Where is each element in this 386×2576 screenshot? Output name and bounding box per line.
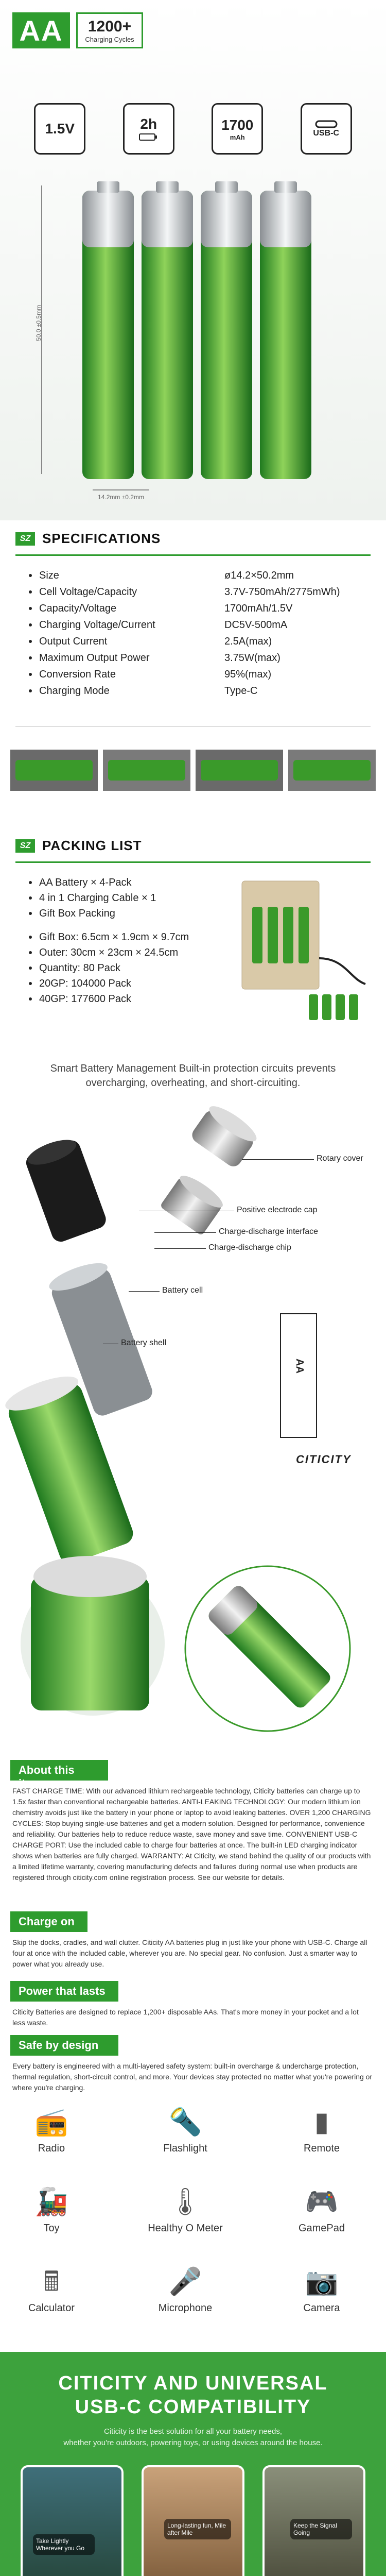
radio-icon: 📻 (34, 2107, 68, 2137)
cycles-number: 1200+ (87, 18, 132, 35)
packing-item: 40GP: 177600 Pack (29, 993, 131, 1005)
device-camera: 📷 Camera (280, 2264, 363, 2314)
aa-badge: AA (12, 12, 70, 48)
callout-cell: Battery cell (162, 1286, 203, 1295)
callout-electrode: Positive electrode cap (237, 1206, 318, 1214)
charge-text: Skip the docks, cradles, and wall clutter. Citicity AA batteries plug in just like your phone with USB-C. Charge all four at once with the included cable, wherever you are. No special gear. No confusion. Just a smarter way to power what you already use. (12, 1938, 367, 1968)
device-calculator: 🖩 Calculator (10, 2264, 93, 2314)
feature-icons (0, 103, 386, 155)
device-gamepad: 🎮 GamePad (280, 2184, 363, 2234)
remote-icon: ▮ (314, 2107, 329, 2137)
spec-row: Maximum Output Power 3.75W(max) (29, 652, 280, 664)
safe-title: Safe by design (10, 2035, 118, 2056)
packing-item: Outer: 30cm × 23cm × 24.5cm (29, 947, 178, 959)
microphone-icon: 🎤 (168, 2267, 202, 2297)
device-microphone: 🎤 Microphone (144, 2264, 226, 2314)
specifications-title: SPECIFICATIONS (42, 531, 161, 546)
device-flashlight: 🔦 Flashlight (144, 2105, 226, 2155)
about-title: About this item (10, 1760, 108, 1781)
charge-time-icon: 2h (123, 103, 174, 155)
power-section (0, 1981, 386, 2035)
devices-section (0, 2099, 386, 2352)
device-thermometer: 🌡 Healthy O Meter (144, 2184, 226, 2234)
voltage-icon: 1.5V (34, 103, 85, 155)
gamepad-icon: 🎮 (305, 2187, 339, 2217)
leader-line (129, 1291, 160, 1292)
flashlight-icon: 🔦 (168, 2107, 202, 2137)
packing-item: Gift Box Packing (29, 908, 115, 920)
charge-title: Charge on (10, 1911, 87, 1932)
spec-row: Capacity/Voltage 1700mAh/1.5V (29, 603, 292, 615)
package-image (232, 876, 376, 1025)
spec-row: Size ø14.2×50.2mm (29, 570, 294, 582)
device-toy: 🚂 Toy (10, 2184, 93, 2234)
spec-row: Cell Voltage/Capacity 3.7V-750mAh/2775mWh) (29, 586, 340, 598)
divider (15, 554, 371, 556)
power-title: Power that lasts (10, 1981, 118, 2002)
packing-item: Quantity: 80 Pack (29, 962, 120, 974)
device-radio: 📻 Radio (10, 2105, 93, 2155)
compat-title-2: USB-C COMPATIBILITY (75, 2396, 311, 2418)
spec-row: Conversion Rate 95%(max) (29, 669, 271, 681)
power-text: Citicity Batteries are designed to replace 1,200+ disposable AAs. That's more money in your pocket and a lot less waste. (12, 2008, 359, 2027)
callout-rotary: Rotary cover (317, 1154, 363, 1163)
callout-shell: Battery shell (121, 1338, 167, 1347)
toy-icon: 🚂 (34, 2187, 68, 2217)
height-dimension: 50.0 ±0.5mm (41, 185, 42, 474)
packing-title: PACKING LIST (42, 838, 142, 853)
compatibility-section (0, 2352, 386, 2576)
compat-subtitle-1: Citicity is the best solution for all your battery needs, (104, 2427, 282, 2436)
card-fun: Long-lasting fun, Mile after Mile (142, 2465, 244, 2576)
device-remote: ▮ Remote (280, 2105, 363, 2155)
battery-row-image (10, 734, 376, 806)
divider (15, 726, 371, 727)
usb-c-icon: USB-C (301, 103, 352, 155)
intro-text: Smart Battery Management Built-in protection circuits prevents overcharging, overheating, and short-circuiting. (50, 1063, 336, 1089)
leader-line (242, 1159, 314, 1160)
hero-section (0, 0, 386, 520)
leader-line (154, 1232, 216, 1233)
charge-section (0, 1911, 386, 1981)
card-home: Keep the Signal Going (262, 2465, 365, 2576)
specifications-section (0, 520, 386, 829)
packing-item: Gift Box: 6.5cm × 1.9cm × 9.7cm (29, 931, 189, 943)
exploded-view-section (0, 1056, 386, 1757)
card-adventures: Take Lightly Wherever you Go (21, 2465, 124, 2576)
thermometer-icon: 🌡 (168, 2187, 202, 2217)
packing-list-section (0, 829, 386, 1056)
width-dimension: 14.2mm ±0.2mm (93, 489, 149, 490)
label-aa: AA (293, 1359, 305, 1374)
spec-row: Charging Voltage/Current DC5V-500mA (29, 619, 287, 631)
about-section (0, 1757, 386, 1911)
packing-item: 20GP: 104000 Pack (29, 978, 131, 990)
calculator-icon: 🖩 (43, 2267, 60, 2297)
callout-chip: Charge-discharge chip (208, 1243, 291, 1252)
about-text: FAST CHARGE TIME: With our advanced lithium rechargeable technology, Citicity batteries can charge up to 1.5x faster than conventional rechargeable batteries. ANTI-LEAKING TECHNOLOGY: Our modern lithium ion chemistry avoids just like the battery in your phone or laptop to avoid leaking batteries. OVER 1,200 CHARGING CYCLES: Stop buying single-use batteries and get a modern solution. Designed for performance, convenience and reliability. Our batteries help to reduce reduce waste, save money and save time. CONVENIENT USB-C CHARGE PORT: Use the included cable to charge four batteries at once. The built-in LED charging indicator shows when batteries are fully charged. WARRANTY: At Citicity, we stand behind the quality of our products with a limited lifetime warranty, covering manufacturing defects and failures during normal use when products are registered through citicity.com online registration process. See our website for details. (12, 1787, 371, 1882)
compat-subtitle-2: whether you're outdoors, powering toys, or using devices around the house. (63, 2438, 323, 2447)
compat-title-1: CITICITY AND UNIVERSAL (58, 2372, 328, 2394)
camera-icon: 📷 (305, 2267, 339, 2297)
specifications-header: SZ SPECIFICATIONS (15, 531, 161, 547)
packing-item: 4 in 1 Charging Cable × 1 (29, 892, 156, 904)
battery-illustration (77, 170, 319, 489)
spec-row: Charging Mode Type-C (29, 685, 257, 697)
safe-section (0, 2035, 386, 2099)
cycles-badge (76, 12, 143, 48)
capacity-icon: 1700 mAh (212, 103, 263, 155)
packing-item: AA Battery × 4-Pack (29, 877, 132, 889)
callout-interface: Charge-discharge interface (219, 1227, 318, 1236)
leader-line (154, 1248, 206, 1249)
divider (15, 861, 371, 863)
cycles-label: Charging Cycles (85, 35, 134, 43)
brand-logo: CITICITY (296, 1453, 352, 1466)
safe-text: Every battery is engineered with a multi-layered safety system: built-in overcharge & undercharge protection, thermal regulation, short-circuit control, and more. Your devices stay protected no matter what you're powering or where you're charging. (12, 2062, 373, 2092)
packing-header: SZ PACKING LIST (15, 838, 142, 854)
spec-row: Output Current 2.5A(max) (29, 636, 272, 648)
